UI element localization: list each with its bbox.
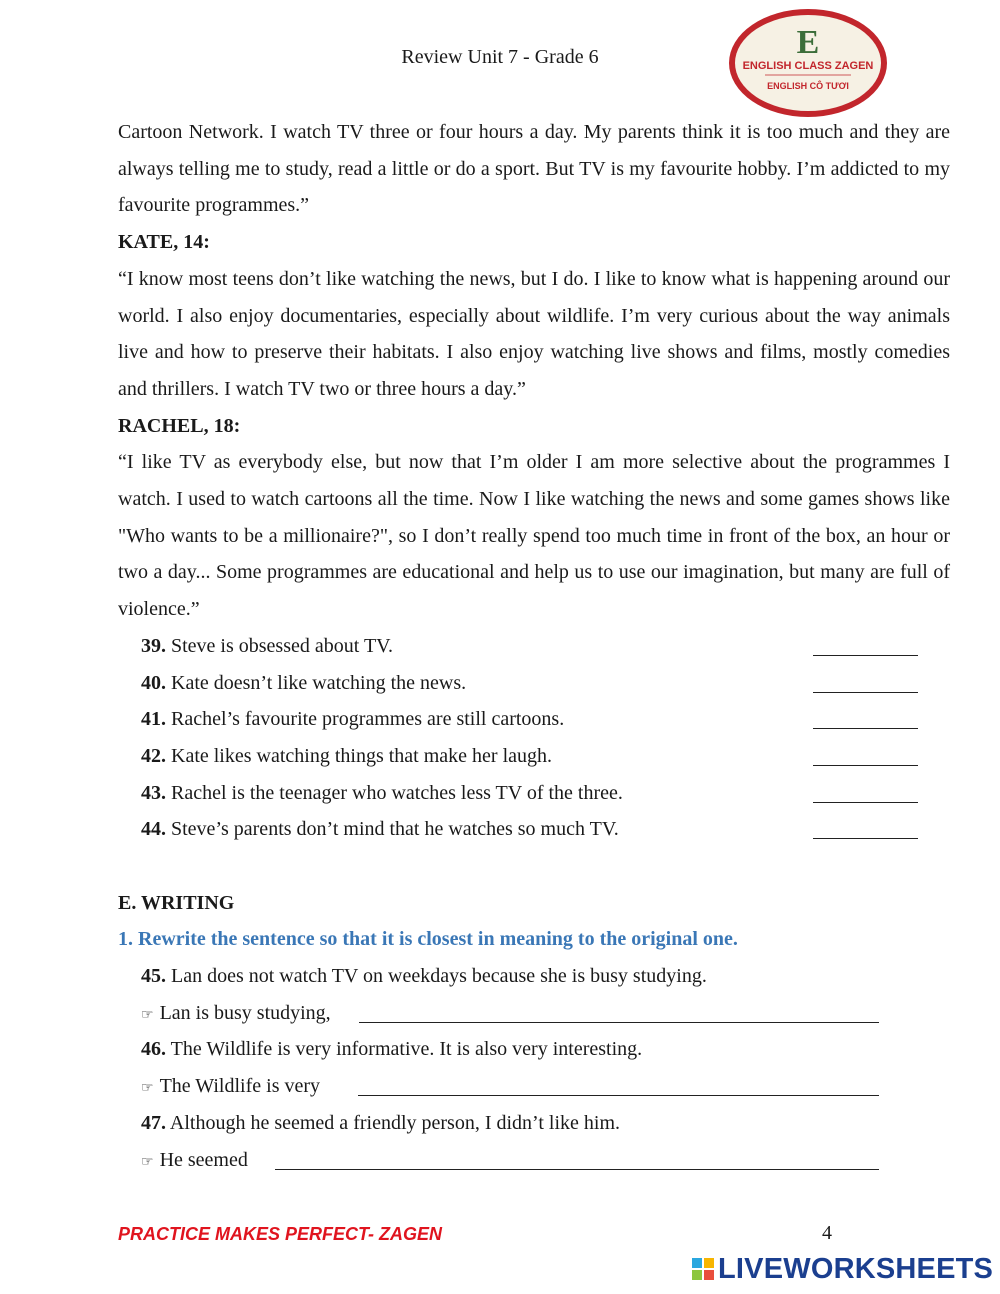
rewrite-answer-line[interactable] [358, 1095, 879, 1096]
question-text: Steve’s parents don’t mind that he watches so much TV. [171, 818, 619, 841]
logo-line2: ENGLISH CÔ TƯƠI [767, 81, 849, 91]
logo-letter: E [796, 24, 820, 61]
question-number: 40. [141, 671, 166, 694]
answer-blank[interactable] [813, 728, 918, 729]
page-number: 4 [822, 1222, 832, 1244]
answer-blank[interactable] [813, 655, 918, 656]
steve-text-end: Cartoon Network. I watch TV three or four hours a day. My parents think it is too much and they are always telling me to study, read a little or do a sport. But TV is my favourite hobby. I’m addicted to my favourite programmes.” [118, 121, 950, 217]
question-text: Rachel is the teenager who watches less TV of the three. [171, 781, 623, 804]
question-number: 39. [141, 634, 166, 657]
question-item [118, 701, 950, 738]
rewrite-task-title: 1. Rewrite the sentence so that it is closest in meaning to the original one. [118, 928, 738, 951]
writing-section-title: E. WRITING [118, 891, 235, 914]
liveworksheets-logo-icon [692, 1258, 714, 1280]
question-number: 41. [141, 708, 166, 731]
writing-sentence: Although he seemed a friendly person, I didn’t like him. [169, 1111, 620, 1134]
writing-number: 45. [141, 965, 166, 988]
question-item [118, 738, 950, 775]
question-list [118, 628, 950, 848]
question-text: Kate doesn’t like watching the news. [171, 671, 467, 694]
answer-blank[interactable] [813, 765, 918, 766]
question-text: Steve is obsessed about TV. [171, 634, 394, 657]
question-number: 44. [141, 818, 166, 841]
rewrite-answer-line[interactable] [359, 1022, 879, 1023]
kate-text: “I know most teens don’t like watching the news, but I do. I like to know what is happening around our world. I also enjoy documentaries, especially about wildlife. I’m very curious about the way animals live and how to preserve their habitats. I also enjoy watching live shows and films, mostly comedies and thrillers. I watch TV two or three hours a day.” [118, 267, 950, 400]
writing-hint: Lan is busy studying, [159, 1001, 331, 1024]
question-item [118, 811, 950, 848]
liveworksheets-brand[interactable] [692, 1252, 993, 1286]
question-item [118, 775, 950, 812]
writing-number: 47. [141, 1111, 166, 1134]
kate-speaker: KATE, 14: [118, 231, 210, 254]
pointing-hand-icon: ☞ [141, 1080, 154, 1097]
writing-hint-row [118, 1068, 950, 1105]
question-text: Kate likes watching things that make her laugh. [171, 744, 553, 767]
liveworksheets-wordmark: LIVEWORKSHEETS [718, 1252, 994, 1285]
footer-motto: PRACTICE MAKES PERFECT- ZAGEN [118, 1224, 443, 1244]
question-text: Rachel’s favourite programmes are still cartoons. [171, 708, 565, 731]
rachel-text: “I like TV as everybody else, but now that I’m older I am more selective about the programmes I watch. I used to watch cartoons all the time. Now I like watching the news and some games shows like "Who wants to be a millionaire?", so I don’t really spend too much time in front of the box, an hour or two a day... Some programmes are educational and help us to use our imagination, but many are full of violence.” [118, 451, 950, 621]
answer-blank[interactable] [813, 802, 918, 803]
logo-line1: ENGLISH CLASS ZAGEN [742, 60, 874, 72]
writing-sentence: Lan does not watch TV on weekdays because she is busy studying. [171, 965, 707, 988]
answer-blank[interactable] [813, 838, 918, 839]
answer-blank[interactable] [813, 692, 918, 693]
question-item [118, 665, 950, 702]
question-number: 43. [141, 781, 166, 804]
writing-hint: He seemed [159, 1148, 248, 1171]
question-item [118, 628, 950, 665]
page-header-title: Review Unit 7 - Grade 6 [401, 46, 599, 68]
writing-item [118, 1105, 950, 1142]
writing-hint: The Wildlife is very [159, 1075, 321, 1098]
pointing-hand-icon: ☞ [141, 1006, 154, 1023]
worksheet-content [118, 114, 950, 1178]
rewrite-answer-line[interactable] [275, 1169, 879, 1170]
class-logo [727, 7, 889, 119]
writing-item [118, 958, 950, 995]
writing-number: 46. [141, 1038, 166, 1061]
question-number: 42. [141, 744, 166, 767]
rachel-speaker: RACHEL, 18: [118, 414, 241, 437]
writing-hint-row [118, 1142, 950, 1179]
writing-hint-row [118, 995, 950, 1032]
writing-item [118, 1031, 950, 1068]
writing-sentence: The Wildlife is very informative. It is also very interesting. [170, 1038, 643, 1061]
pointing-hand-icon: ☞ [141, 1153, 154, 1170]
